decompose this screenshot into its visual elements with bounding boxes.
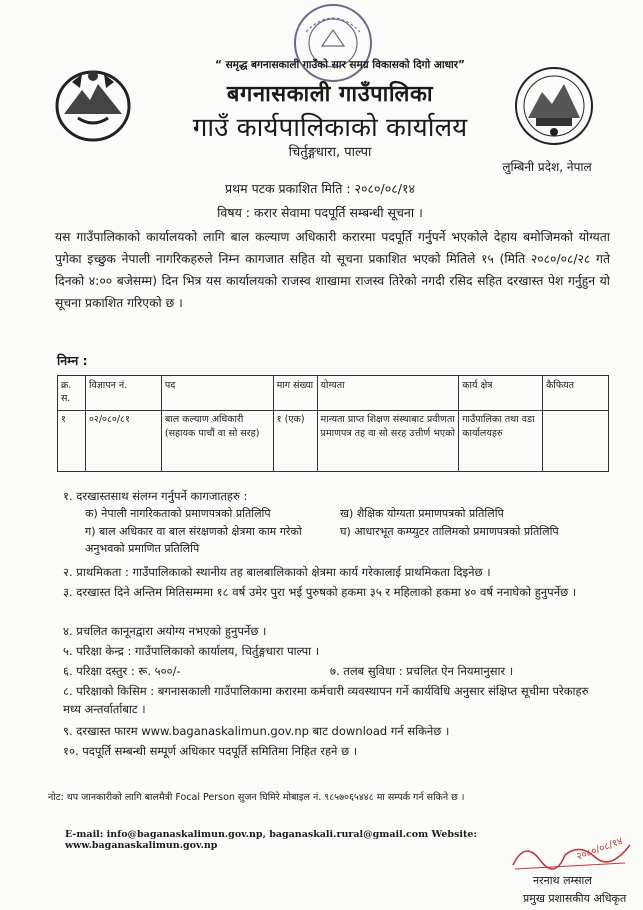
notice-subject: विषय : करार सेवामा पदपूर्ति सम्बन्धी सूचना । — [217, 205, 423, 220]
col-qualification: योग्यता — [317, 376, 459, 411]
condition-8: ८. परिक्षाको किसिम : बगनासकाली गाउँपालिकामा करारमा कर्मचारी व्यवस्थापन गर्ने कार्यविधि अनुसार संक्षिप्त सूचीमा परेकाहरु मध्य अन्तर्वार्ताबाट । — [63, 684, 589, 716]
cell-ad-no: ०२/०८०/८१ — [85, 411, 161, 472]
signatory-name: नरनाथ लम्साल — [533, 874, 592, 887]
condition-3: ३. दरखास्त दिने अन्तिम मितिसम्ममा १८ वर्ष उमेर पुरा भई पुरुषको हकमा ३५ र महिलाको हकमा ४० वर्ष ननाघेको हुनुपर्नेछ । — [63, 585, 577, 599]
footer-contact: E-mail: info@baganaskalimun.gov.np, baganaskali.rural@gmail.com Website: www.baganaskalimun.gov.np — [65, 829, 477, 851]
col-ad-no: विज्ञापन नं. — [85, 376, 161, 411]
office-address: चिर्तुङ्गधारा, पाल्पा — [288, 145, 372, 160]
publish-date: प्रथम पटक प्रकाशित मिति : २०८०/०८/१४ — [225, 181, 415, 196]
table-row — [58, 411, 609, 472]
cell-remarks — [543, 411, 609, 472]
cell-qualification: मान्यता प्राप्त शिक्षण संस्थाबाट प्रवीणता प्रमाणपत्र तह वा सो सरह उत्तीर्ण भएको — [317, 411, 459, 472]
condition-10: १०. पदपूर्ति सम्बन्धी सम्पूर्ण अधिकार पदपूर्ति समितिमा निहित रहने छ । — [63, 744, 358, 758]
signature-block — [505, 835, 643, 910]
condition-7: ७. तलब सुविधा : प्रचलित ऐन नियमानुसार । — [330, 664, 514, 678]
cell-count: १ (एक) — [273, 411, 317, 472]
contact-note: नोट: थप जानकारीको लागि बालमैत्री Focal Person सुजन घिमिरे मोबाइल नं. ९८५७०६५४४८ मा सम्पर्क गर्न सकिने छ । — [48, 792, 465, 803]
signatory-title: प्रमुख प्रशासकीय अधिकृत — [523, 892, 627, 905]
list-heading: निम्न : — [57, 353, 88, 368]
cell-sn: १ — [58, 411, 86, 472]
condition-1a: क) नेपाली नागरिकताको प्रमाणपत्रको प्रतिलिपि — [85, 507, 271, 520]
table-header-row — [58, 376, 609, 411]
signature-date: २०८०/०८/१४ — [575, 835, 625, 863]
vacancy-table — [57, 375, 609, 472]
col-sn: क्र. स. — [58, 376, 86, 411]
office-name: गाउँ कार्यपालिकाको कार्यालय — [192, 113, 468, 143]
province: लुम्बिनी प्रदेश, नेपाल — [502, 160, 592, 174]
slogan: “ समृद्ध बगनासकाली गाउँको सार समग्र विकासको दिगो आधार” — [215, 59, 465, 71]
municipality-logo-icon — [512, 62, 596, 154]
condition-1d: घ) आधारभूत कम्प्युटर तालिमको प्रमाणपत्रको प्रतिलिपि — [340, 525, 559, 538]
cell-post: बाल कल्याण अधिकारी (सहायक पाचौं वा सो सरह) — [161, 411, 273, 472]
condition-2: २. प्राथमिकता : गाउँपालिकाको स्थानीय तह बालबालिकाको क्षेत्रमा कार्य गरेकालाई प्राथमिकता दिइनेछ । — [63, 565, 491, 579]
condition-6: ६. परिक्षा दस्तुर : रू. ५००/- — [63, 664, 181, 678]
col-remarks: कैफियत — [543, 376, 609, 411]
condition-1: १. दरखास्तसाथ संलग्न गर्नुपर्ने कागजातहरु : — [63, 489, 248, 503]
condition-1b: ख) शैक्षिक योग्यता प्रमाणपत्रको प्रतिलिपि — [340, 507, 504, 520]
condition-1c: ग) बाल अधिकार वा बाल संरक्षणको क्षेत्रमा काम गरेको अनुभवको प्रमाणित प्रतिलिपि — [85, 525, 302, 555]
cell-work-area: गाउँपालिका तथा वडा कार्यालयहरु — [459, 411, 543, 472]
condition-9: ९. दरखास्त फारम www.baganaskalimun.gov.np बाट download गर्न सकिनेछ । — [63, 724, 450, 738]
municipality-name: बगनासकाली गाउँपालिका — [226, 82, 434, 107]
col-count: माग संख्या — [273, 376, 317, 411]
condition-4: ४. प्रचलित कानूनद्वारा अयोग्य नभएको हुनुपर्नेछ । — [63, 624, 267, 638]
nepal-emblem-icon — [52, 62, 134, 144]
notice-body: यस गाउँपालिकाको कार्यालयको लागि बाल कल्याण अधिकारी करारमा पदपूर्ति गर्नुपर्ने भएकोले देहाय बमोजिमको योग्यता पुगेका इच्छुक नेपाली नागरिकहरुले निम्न कागजात सहित यो सूचना प्रकाशित भएको मितिले १५ (मिति २०८०/०८/२८ गते दिनको ४:०० बजेसम्म) दिन भित्र यस कार्यालयको राजस्व शाखामा राजस्व तिरेको नगदी रसिद सहित दरखास्त पेश गर्नुहुन यो सूचना प्रकाशित गरिएको छ । — [55, 230, 610, 310]
condition-5: ५. परिक्षा केन्द्र : गाउँपालिकाको कार्यालय, चिर्तुङ्गधारा पाल्पा । — [63, 644, 320, 658]
col-post: पद — [161, 376, 273, 411]
col-work-area: कार्य क्षेत्र — [459, 376, 543, 411]
